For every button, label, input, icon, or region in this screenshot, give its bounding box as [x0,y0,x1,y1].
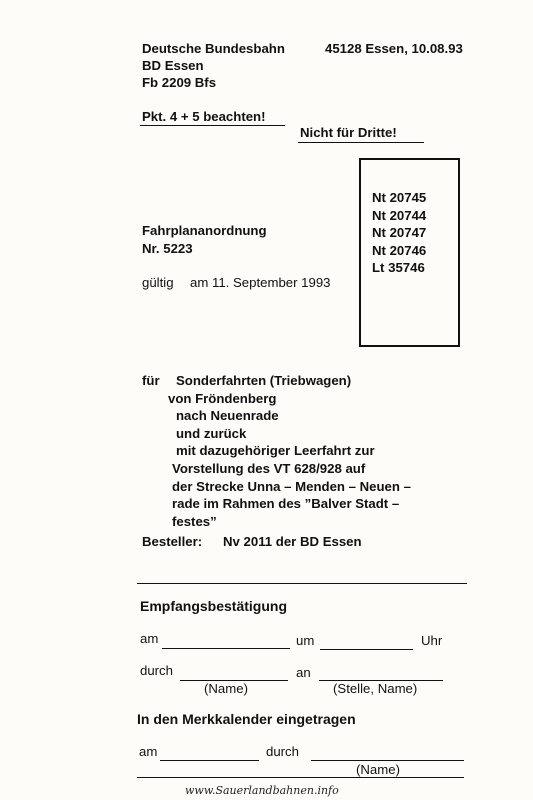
train-number-box [359,158,460,347]
receipt-uhr-label: Uhr [421,633,443,648]
place-date: 45128 Essen, 10.08.93 [325,41,463,56]
calendar-bottom-line [137,777,464,778]
train-number: Nt 20746 [372,242,427,258]
train-number: Nt 20747 [372,225,427,241]
purpose-text [168,372,411,530]
orderer-value: Nv 2011 der BD Essen [223,534,362,549]
purpose-label: für [142,373,160,388]
order-number: Nr. 5223 [142,241,193,256]
validity-label: gültig [142,275,174,290]
calendar-date-field[interactable] [160,760,259,761]
orderer-label: Besteller: [142,534,203,549]
receipt-durch-label: durch [140,663,173,678]
watermark: www.Sauerlandbahnen.info [185,784,339,797]
order-title: Fahrplananordnung [142,223,267,238]
org-name: Deutsche Bundesbahn [142,41,285,56]
receipt-time-field[interactable] [320,649,413,650]
purpose-line: nach Neuenrade [176,408,279,424]
purpose-line: der Strecke Unna – Menden – Neuen – [172,478,411,494]
notice-pkt: Pkt. 4 + 5 beachten! [142,109,266,124]
validity-date: am 11. September 1993 [190,275,331,290]
notice-nicht-underline [298,142,424,143]
calendar-name-field[interactable] [311,760,464,761]
receipt-um-label: um [296,633,315,648]
org-division: BD Essen [142,58,204,73]
calendar-durch-label: durch [266,744,299,759]
train-list [372,189,426,277]
receipt-date-field[interactable] [162,648,290,649]
train-number: Nt 20745 [372,190,427,205]
train-number: Nt 20744 [372,207,427,223]
notice-nicht-fuer-dritte: Nicht für Dritte! [300,125,397,140]
receipt-an-label: an [296,665,311,680]
purpose-line: von Fröndenberg [168,390,277,406]
notice-pkt-underline [140,125,285,126]
purpose-line: und zurück [176,425,247,441]
calendar-name-caption: (Name) [356,762,400,777]
calendar-am-label: am [139,744,158,759]
purpose-line: Sonderfahrten (Triebwagen) [176,373,352,388]
section-divider [137,583,467,584]
receipt-am-label: am [140,631,159,646]
calendar-title: In den Merkkalender eingetragen [137,711,356,727]
receipt-name-caption: (Name) [204,681,248,696]
receipt-title: Empfangsbestätigung [140,598,288,614]
purpose-line: mit dazugehöriger Leerfahrt zur [176,443,375,459]
purpose-line: festes” [172,513,217,529]
org-reference: Fb 2209 Bfs [142,75,217,90]
purpose-line: Vorstellung des VT 628/928 auf [172,460,366,476]
receipt-stelle-caption: (Stelle, Name) [333,681,418,696]
purpose-line: rade im Rahmen des ”Balver Stadt – [172,496,400,512]
train-number: Lt 35746 [372,260,425,276]
